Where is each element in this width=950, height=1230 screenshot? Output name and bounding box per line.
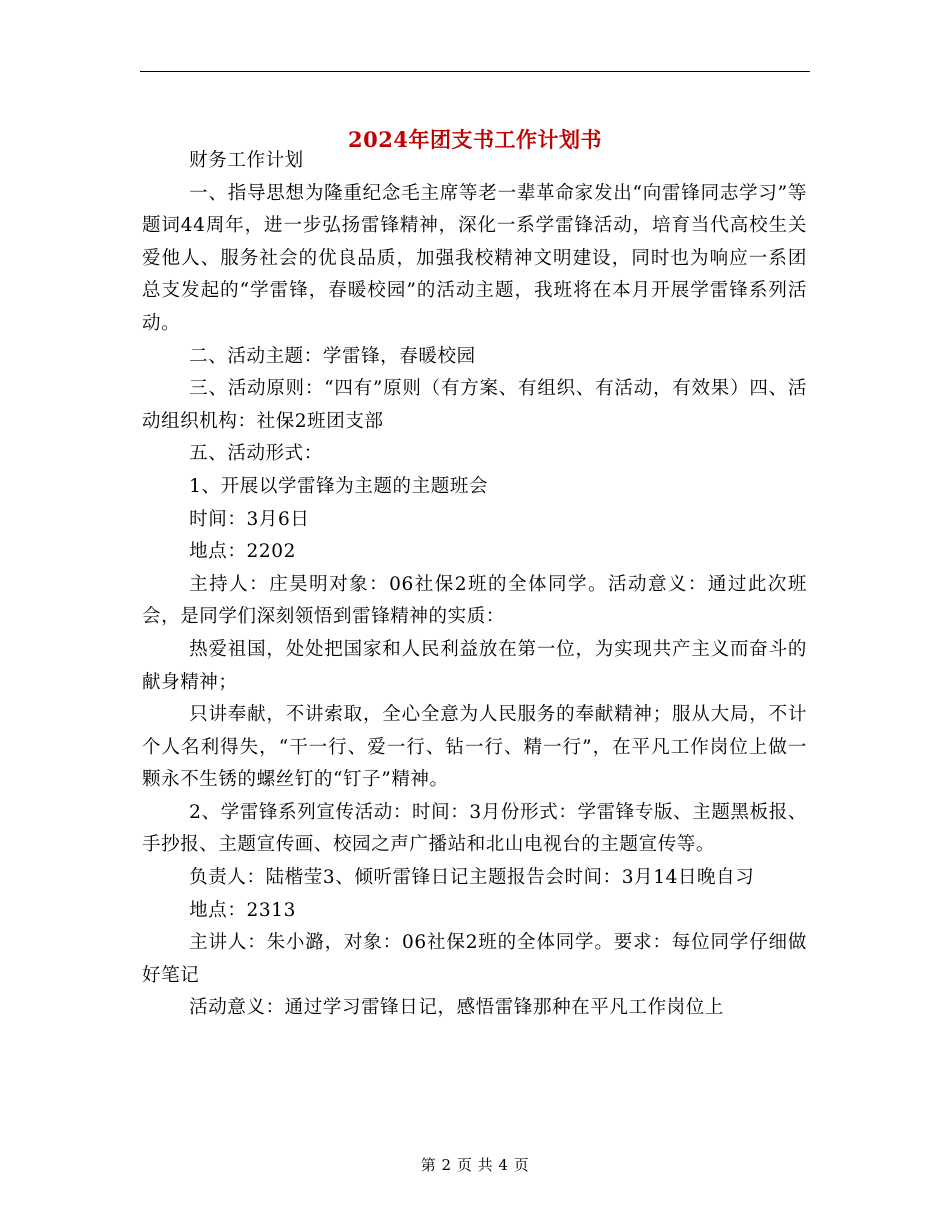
paragraph: 只讲奉献，不讲索取，全心全意为人民服务的奉献精神；服从大局，不计个人名利得失，“干一行、爱一行、钻一行、精一行”，在平凡工作岗位上做一颗永不生锈的螺丝钉的“钉子”精神。 [142,704,807,791]
document-body [142,145,807,1025]
page-number: 第 2 页 共 4 页 [420,1156,530,1174]
paragraph: 负责人：陆楷莹3、倾听雷锋日记主题报告会时间：3月14日晚自习 [189,867,755,889]
document-title: 2024年团支书工作计划书 [348,127,602,153]
paragraph: 五、活动形式： [189,443,323,465]
paragraph: 活动意义：通过学习雷锋日记，感悟雷锋那种在平凡工作岗位上 [189,997,724,1019]
paragraph: 二、活动主题：学雷锋，春暖校园 [189,345,476,367]
header-rule [140,71,810,72]
paragraph: 主讲人：朱小潞，对象：06社保2班的全体同学。要求：每位同学仔细做好笔记 [142,932,807,986]
paragraph: 1、开展以学雷锋为主题的主题班会 [189,475,489,497]
paragraph: 地点：2202 [189,541,296,563]
paragraph: 一、指导思想为隆重纪念毛主席等老一辈革命家发出“向雷锋同志学习”等题词44周年，进一步弘扬雷锋精神，深化一系学雷锋活动，培育当代高校生关爱他人、服务社会的优良品质，加强我校精神文明建设，同时也为响应一系团总支发起的“学雷锋，春暖校园”的活动主题，我班将在本月开展学雷锋系列活动。 [142,182,807,334]
paragraph: 主持人：庄昊明对象：06社保2班的全体同学。活动意义：通过此次班会，是同学们深刻领悟到雷锋精神的实质： [142,573,807,628]
paragraph: 热爱祖国，处处把国家和人民利益放在第一位，为实现共产主义而奋斗的献身精神； [142,638,807,693]
paragraph: 财务工作计划 [189,150,304,171]
paragraph: 时间：3月6日 [189,508,310,530]
paragraph: 地点：2313 [189,899,296,921]
paragraph: 三、活动原则：“四有”原则（有方案、有组织、有活动，有效果）四、活动组织机构：社保2班团支部 [142,378,807,432]
paragraph: 2、学雷锋系列宣传活动：时间：3月份形式：学雷锋专版、主题黑板报、手抄报、主题宣传画、校园之声广播站和北山电视台的主题宣传等。 [142,801,807,856]
